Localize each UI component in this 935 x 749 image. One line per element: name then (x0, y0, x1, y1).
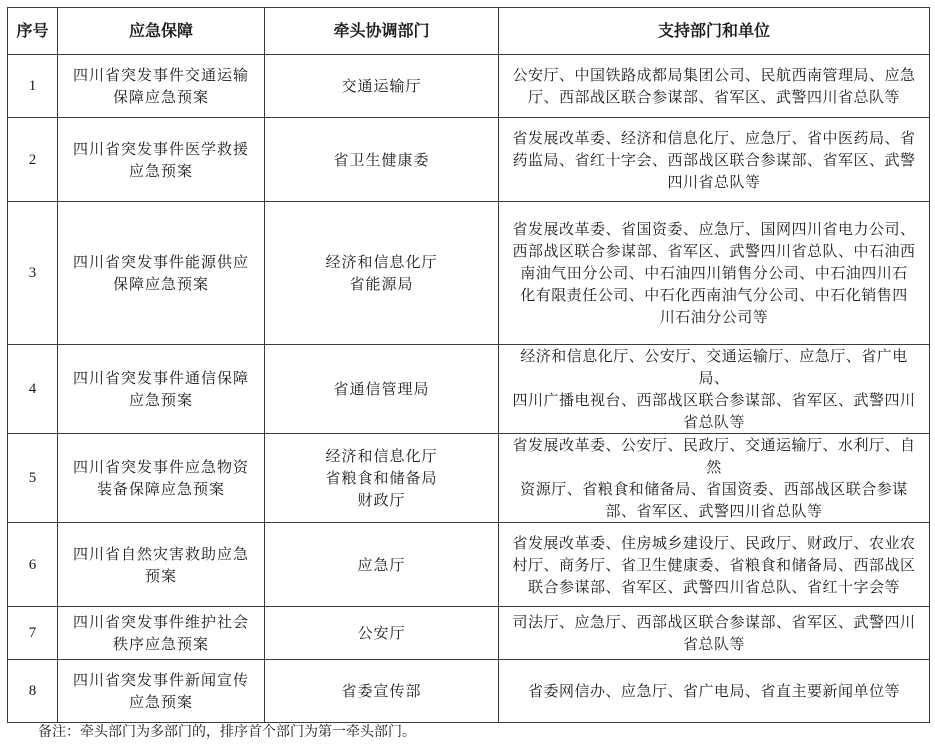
table-header-row (8, 8, 930, 55)
cell-support-line: 厅、西部战区联合参谋部、省军区、武警四川省总队等 (527, 88, 900, 106)
cell-plan (58, 434, 265, 523)
emergency-support-table (7, 7, 930, 723)
cell-support-line: 司法厅、应急厅、西部战区联合参谋部、省军区、武警四川 (512, 613, 916, 631)
cell-support (499, 607, 930, 660)
cell-support-line: 药监局、省红十字会、西部战区联合参谋部、省军区、武警 (512, 150, 916, 169)
cell-support (499, 660, 930, 723)
cell-lead (265, 55, 499, 118)
cell-no: 2 (8, 118, 58, 202)
cell-support-line: 公安厅、中国铁路成都局集团公司、民航西南管理局、应急 (512, 66, 916, 84)
table-row (8, 434, 930, 523)
cell-plan-line: 秩序应急预案 (112, 635, 209, 653)
cell-plan-line: 应急预案 (128, 161, 193, 180)
header-lead: 牵头协调部门 (265, 8, 499, 55)
table-row (8, 202, 930, 345)
cell-lead (265, 202, 499, 345)
cell-lead (265, 523, 499, 607)
cell-lead-line: 省卫生健康委 (333, 150, 430, 169)
cell-plan-line: 四川省突发事件维护社会 (72, 613, 249, 631)
cell-plan-line: 四川省突发事件新闻宣传 (72, 671, 249, 689)
cell-support (499, 345, 930, 434)
cell-lead-line: 省委宣传部 (341, 682, 422, 700)
cell-lead-line: 财政厅 (357, 491, 406, 509)
cell-plan-line: 四川省突发事件能源供应 (72, 253, 249, 271)
cell-support-line: 四川省总队等 (667, 172, 761, 191)
cell-support-line: 村厅、商务厅、省卫生健康委、省粮食和储备局、西部战区 (512, 555, 916, 574)
cell-support-line: 省发展改革委、经济和信息化厅、应急厅、省中医药局、省 (512, 128, 916, 147)
cell-support-line: 经济和信息化厅、公安厅、交通运输厅、应急厅、省广电局、 (520, 347, 908, 387)
cell-plan (58, 55, 265, 118)
cell-plan-line: 预案 (144, 566, 177, 585)
cell-plan-line: 四川省突发事件医学救援 (72, 139, 249, 158)
footnote: 备注：牵头部门为多部门的，排序首个部门为第一牵头部门。 (38, 724, 416, 740)
cell-lead (265, 345, 499, 434)
cell-lead-line: 交通运输厅 (341, 77, 422, 95)
cell-support-line: 南油气田分公司、中石油四川销售分公司、中石油四川石 (520, 264, 908, 282)
header-support: 支持部门和单位 (499, 8, 930, 55)
cell-support (499, 118, 930, 202)
cell-no: 1 (8, 55, 58, 118)
cell-support (499, 55, 930, 118)
cell-lead-line: 经济和信息化厅 (325, 253, 438, 271)
table-row (8, 607, 930, 660)
cell-no: 3 (8, 202, 58, 345)
table-row (8, 118, 930, 202)
cell-plan (58, 607, 265, 660)
cell-plan-line: 保障应急预案 (112, 88, 209, 106)
cell-no: 4 (8, 345, 58, 434)
cell-plan (58, 202, 265, 345)
cell-lead (265, 118, 499, 202)
table-row (8, 345, 930, 434)
cell-support-line: 化有限责任公司、中石化西南油气分公司、中石化销售四 (520, 286, 908, 304)
header-plan: 应急保障 (58, 8, 265, 55)
cell-lead (265, 434, 499, 523)
cell-plan-line: 四川省突发事件应急物资 (72, 458, 249, 476)
table-row (8, 660, 930, 723)
cell-lead-line: 省能源局 (349, 275, 414, 293)
cell-plan-line: 四川省突发事件交通运输 (72, 66, 249, 84)
cell-support-line: 省发展改革委、省国资委、应急厅、国网四川省电力公司、 (512, 220, 916, 238)
cell-lead-line: 应急厅 (357, 555, 406, 574)
cell-support (499, 434, 930, 523)
cell-support-line: 省总队等 (682, 635, 745, 653)
cell-plan (58, 345, 265, 434)
cell-plan (58, 118, 265, 202)
cell-plan (58, 523, 265, 607)
cell-plan (58, 660, 265, 723)
cell-support-line: 省发展改革委、住房城乡建设厅、民政厅、财政厅、农业农 (512, 533, 916, 552)
cell-support-line: 部、省军区、武警四川省总队等 (605, 502, 823, 520)
cell-support-line: 四川广播电视台、西部战区联合参谋部、省军区、武警四川 (512, 391, 916, 409)
cell-plan-line: 应急预案 (128, 391, 193, 409)
cell-support-line: 川石油分公司等 (659, 308, 769, 326)
cell-support-line: 省委网信办、应急厅、省广电局、省直主要新闻单位等 (527, 682, 900, 700)
cell-plan-line: 四川省自然灾害救助应急 (72, 544, 249, 563)
cell-support-line: 资源厅、省粮食和储备局、省国资委、西部战区联合参谋 (520, 480, 908, 498)
header-no: 序号 (8, 8, 58, 55)
cell-support-line: 联合参谋部、省军区、武警四川省总队、省红十字会等 (527, 577, 900, 596)
cell-no: 7 (8, 607, 58, 660)
cell-support-line: 省发展改革委、公安厅、民政厅、交通运输厅、水利厅、自然 (512, 436, 916, 476)
cell-plan-line: 装备保障应急预案 (96, 480, 225, 498)
cell-no: 6 (8, 523, 58, 607)
table-row (8, 523, 930, 607)
cell-lead-line: 经济和信息化厅 (325, 447, 438, 465)
cell-support (499, 202, 930, 345)
cell-no: 5 (8, 434, 58, 523)
cell-lead-line: 省粮食和储备局 (325, 469, 438, 487)
cell-support (499, 523, 930, 607)
cell-plan-line: 应急预案 (128, 693, 193, 711)
cell-lead-line: 省通信管理局 (333, 380, 430, 398)
cell-lead-line: 公安厅 (357, 624, 406, 642)
table-row (8, 55, 930, 118)
cell-plan-line: 四川省突发事件通信保障 (72, 369, 249, 387)
cell-no: 8 (8, 660, 58, 723)
cell-lead (265, 607, 499, 660)
cell-support-line: 西部战区联合参谋部、省军区、武警四川省总队、中石油西 (512, 242, 916, 260)
cell-support-line: 省总队等 (682, 413, 745, 431)
cell-lead (265, 660, 499, 723)
cell-plan-line: 保障应急预案 (112, 275, 209, 293)
